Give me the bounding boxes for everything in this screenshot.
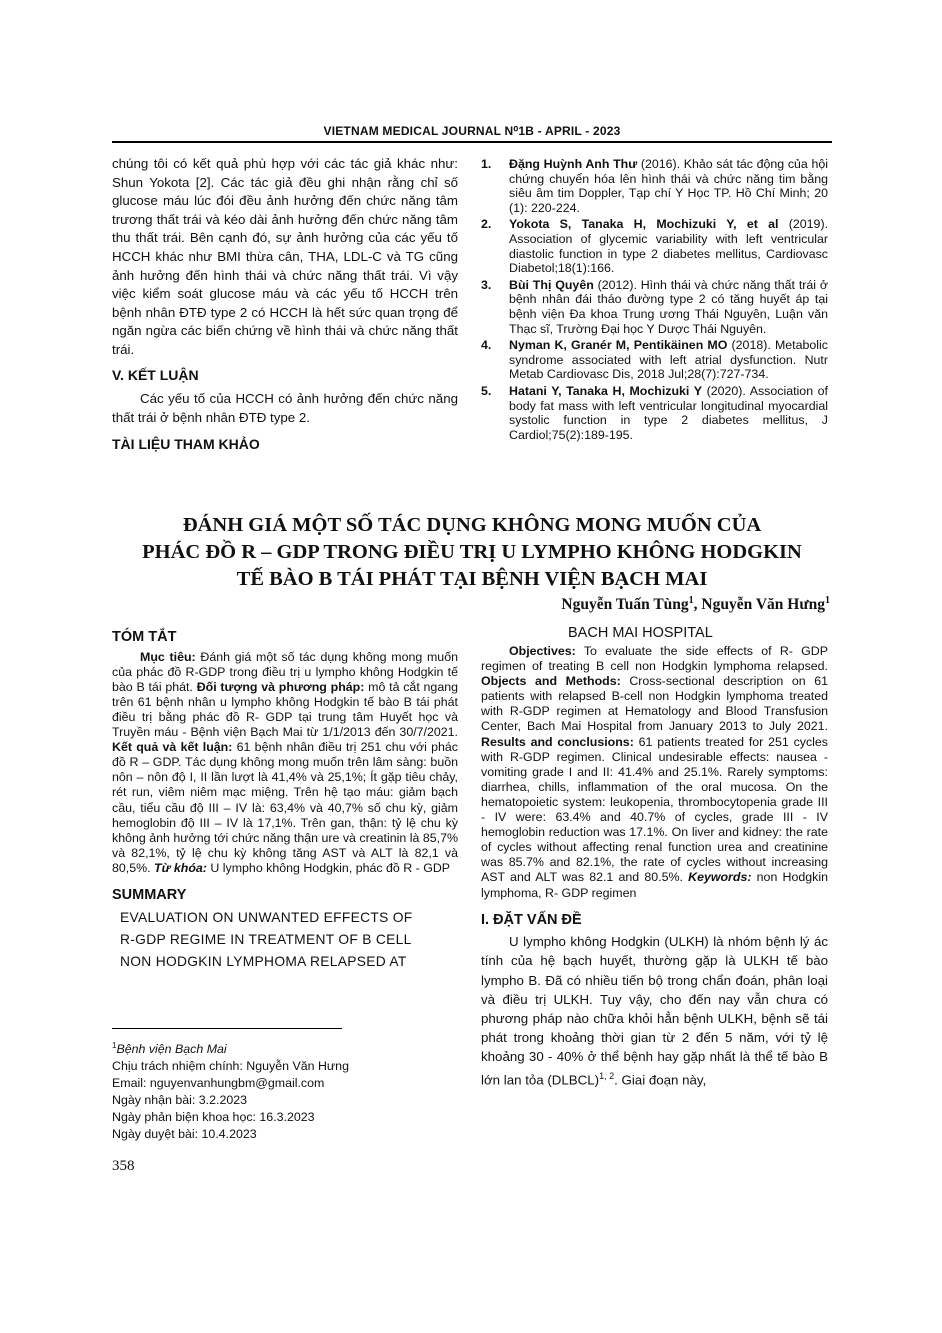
- abstract-vi-text: Mục tiêu: Đánh giá một số tác dụng không mong muốn của phác đồ R-GDP trong điều trị u lympho không Hodgkin tế bào B tái phát. Đối tượng và phương pháp: mô tả cắt ngang trên 61 bệnh nhân u lympho không Hodgkin tế bào B tái phát điều trị bằng phác đồ R- GDP tại trung tâm Huyết học và Truyền máu - Bệnh viện Bạch Mai từ 1/1/2013 đến 30/7/2021. Kết quả và kết luận: 61 bệnh nhân điều trị 251 chu với phác đồ R – GDP. Tác dụng không mong muốn trên lâm sàng: buồn nôn – nôn độ I, II lần lượt là 41,4% và 25,1%; Ít gặp tiêu chảy, rét run, viêm niêm mạc miệng. Trên hệ tạo máu: giảm bạch cầu, tiểu cầu độ III – IV là: 63,4% và 40,7% số chu kỳ, giảm hemoglobin độ III – IV là 17,1%. Trên gan, thận: tỷ lệ chu kỳ không ảnh hưởng tới chức năng thận ure và creatinin là 85,7% và 82,1%, tỷ lệ chu kỳ không tăng AST và ALT là 82,1 và 80,5%. Từ khóa: U lympho không Hodgkin, phác đồ R - GDP: [112, 649, 459, 875]
- references-list: [481, 157, 828, 444]
- conclusion-text: Các yếu tố của HCCH có ảnh hưởng đến chức năng thất trái ở bệnh nhân ĐTĐ type 2.: [112, 391, 458, 425]
- discussion-text: chúng tôi có kết quả phù hợp với các tác giả khác như: Shun Yokota [2]. Các tác giả đều ghi nhận rằng chỉ số glucose máu lúc đói đều ảnh hưởng đến chức năng tâm trương thất trái và kéo dài ảnh hưởng đến chức năng tâm thu thất trái. Bên cạnh đó, sự ảnh hưởng của các yếu tố HCCH khác như BMI thừa cân, THA, LDL-C và TG cũng ảnh hưởng đến hình thái và chức năng thất trái. Vì vậy việc kiểm soát glucose máu và các yếu tố HCCH trên bệnh nhân ĐTĐ type 2 có HCCH là hết sức quan trọng để ngăn ngừa các biến chứng về hình thái và chức năng thất trái.: [112, 156, 458, 357]
- references-heading: TÀI LIỆU THAM KHẢO: [112, 436, 260, 453]
- reference-item: 2. Yokota S, Tanaka H, Mochizuki Y, et al (2019). Association of glycemic variability with left ventricular diastolic function in type 2 diabetes mellitus, Cardiovasc Diabetol;18(1):166.: [481, 217, 829, 276]
- summary-title: EVALUATION ON UNWANTED EFFECTS OF R-GDP REGIME IN TREATMENT OF B CELL NON HODGKIN LYMPHOMA RELAPSED AT: [120, 909, 413, 969]
- intro-text: U lympho không Hodgkin (ULKH) là nhóm bệnh lý ác tính của hệ bạch huyết, thường gặp là ULKH tế bào lympho B. Đã có nhiều tiến bộ trong chẩn đoán, phân loại và điều trị ULKH. Tuy vậy, cho đến nay vẫn chưa có phương pháp nào chữa khỏi hẳn bệnh ULKH, bệnh sẽ tái phát trong khoảng thời gian từ 2 đến 5 năm, với tỷ lệ khoảng 30 - 40% ở thể bệnh hay gặp nhất là thể tế bào B lớn lan tỏa (DLBCL)$^{1, 2}$. Giai đoạn này,: [481, 934, 828, 1088]
- abstract-heading: TÓM TẮT: [112, 629, 177, 645]
- prev-article-left: [112, 155, 458, 454]
- conclusion-heading: V. KẾT LUẬN: [112, 366, 199, 383]
- abstract-en: [481, 644, 828, 1089]
- article-title: ĐÁNH GIÁ MỘT SỐ TÁC DỤNG KHÔNG MONG MUỐN CỦA PHÁC ĐỒ R – GDP TRONG ĐIỀU TRỊ U LYMPHO KHÔNG HODGKIN TẾ BÀO B TÁI PHÁT TẠI BỆNH VIỆN BẠCH MAI: [142, 514, 802, 590]
- reference-item: 4. Nyman K, Granér M, Pentikäinen MO (2018). Metabolic syndrome associated with left atrial dysfunction. Nutr Metab Cardiovasc Dis, 2018 Jul;28(7):727-734.: [481, 338, 828, 382]
- reference-item: 3. Bùi Thị Quyên (2012). Hình thái và chức năng thất trái ở bệnh nhân đái tháo đường type 2 có tăng huyết áp tại bệnh viện Đa khoa Trung ương Thái Nguyên, Luận văn Thạc sĩ, Trường Đại học Y Dược Thái Nguyên.: [481, 277, 828, 336]
- reference-item: 5. Hatani Y, Tanaka H, Mochizuki Y (2020). Association of body fat mass with left ventricular longitudinal myocardial systolic function in type 2 diabetes mellitus, J Cardiol;75(2):189-195.: [481, 383, 828, 442]
- abstract-vi: [112, 628, 458, 973]
- summary-heading: SUMMARY: [112, 887, 187, 903]
- reference-item: 1. Đặng Huỳnh Anh Thư (2016). Khảo sát tác động của hội chứng chuyển hóa lên hình thái và chức năng tim bằng siêu âm tim Doppler, Tạp chí Y Học TP. Hồ Chí Minh; 20 (1): 220-224.: [481, 157, 828, 215]
- journal-header: VIETNAM MEDICAL JOURNAL N⁰1B - APRIL - 2023: [323, 124, 621, 138]
- footnote: $^1$Bệnh viện Bạch Mai Chịu trách nhiệm chính: Nguyễn Văn Hưng Email: nguyenvanhungbm@gmail.com Ngày nhận bài: 3.2.2023 Ngày phản biện khoa học: 16.3.2023 Ngày duyệt bài: 10.4.2023: [112, 1041, 349, 1142]
- page-number: 358: [112, 1158, 135, 1174]
- affiliation: BACH MAI HOSPITAL: [568, 625, 713, 641]
- authors: Nguyễn Tuấn Tùng$^1$, Nguyễn Văn Hưng$^1$: [561, 595, 830, 614]
- header-rule: [112, 141, 832, 143]
- abstract-en-text: Objectives: To evaluate the side effects of R- GDP regimen of treating B cell non Hodgkin lymphoma relapsed. Objects and Methods: Cross-sectional description on 61 patients with relapsed B-cell non Hodgkin lymphoma treated with R-GDP regimen at Hematology and Blood Transfusion Center, Bach Mai Hospital from January 2013 to July 2021. Results and conclusions: 61 patients treated for 251 cycles with R-GDP regimen. Clinical undesirable effects: nausea - vomiting grade I and II: 41.4% and 25.1%. Rarely symptoms: diarrhea, chills, inflammation of the oral mucosa. On the hematopoietic system: leukopenia, thrombocytopenia grade III - IV were: 63.4% and 40.7% of cycles, grade III - IV hemoglobin reduction was 17.1%. On liver and kidney: the rate of cycles without affecting renal function urea and creatinine was 85.7% and 82.1%, the rate of cycles without increasing AST and ALT was 82.1 and 80.5%. Keywords: non Hodgkin lymphoma, R- GDP regimen: [481, 644, 828, 900]
- footnote-rule: [112, 1028, 342, 1029]
- intro-heading: I. ĐẶT VẤN ĐỀ: [481, 911, 582, 928]
